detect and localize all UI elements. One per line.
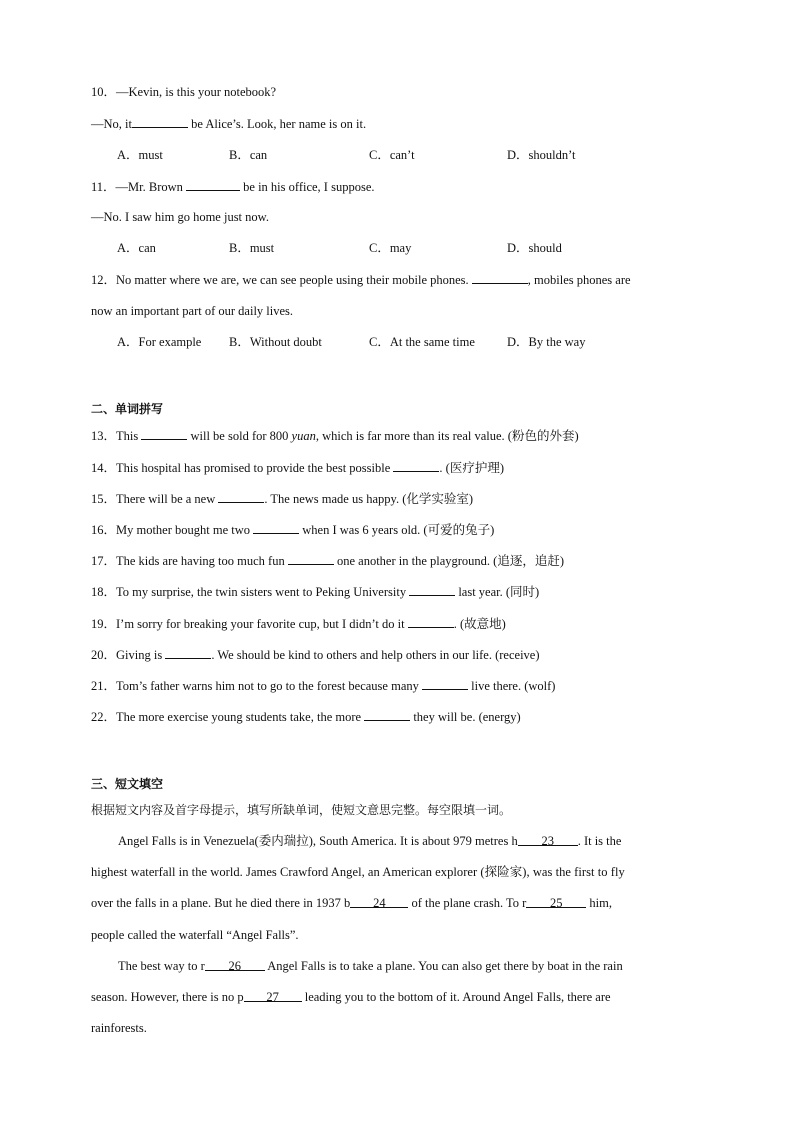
q19-text-pre: 19．I’m sorry for breaking your favorite cup, but I didn’t do it	[91, 617, 408, 631]
section3-title: 三、短文填空	[91, 777, 164, 791]
q20-text-pre: 20．Giving is	[91, 648, 166, 662]
q12-option-c[interactable]: C．At the same time	[369, 335, 475, 349]
q11-option-a[interactable]: A．can	[117, 241, 156, 255]
q10-reply-text-b: be Alice’s. Look, her name is on it.	[187, 117, 367, 131]
q12-option-a[interactable]: A．For example	[117, 335, 202, 349]
q12-stem-text-a: 12．No matter where we are, we can see people using their mobile phones.	[91, 273, 472, 287]
q17-blank	[288, 552, 334, 565]
blank-25-number: 25	[550, 896, 563, 910]
passage-p1-line4: people called the waterfall “Angel Falls”.	[91, 928, 299, 942]
q20-blank	[165, 646, 211, 659]
blank-27	[244, 989, 302, 1002]
q10-option-b[interactable]: B．can	[229, 148, 268, 162]
passage-p2-line3: rainforests.	[91, 1021, 147, 1035]
q18	[91, 583, 539, 600]
q11-stem-text-a: 11．—Mr. Brown	[91, 180, 187, 194]
q18-text-pre: 18．To my surprise, the twin sisters went to Peking University	[91, 585, 410, 599]
p1-l1-text-b: . It is the	[577, 834, 622, 848]
q15-text-pre: 15．There will be a new	[91, 492, 219, 506]
q22	[91, 708, 521, 725]
q11-reply: —No. I saw him go home just now.	[91, 210, 269, 224]
p2-l2-text-b: leading you to the bottom of it. Around Angel Falls, there are	[301, 990, 611, 1004]
blank-24	[350, 895, 408, 908]
q21	[91, 677, 555, 694]
q11-option-b[interactable]: B．must	[229, 241, 275, 255]
q19-blank	[408, 615, 454, 628]
q11-stem	[91, 178, 375, 195]
passage-p1-line2: highest waterfall in the world. James Crawford Angel, an American explorer (探险家), was the first to fly	[91, 865, 625, 879]
blank-26-number: 26	[228, 959, 242, 973]
q12-option-d[interactable]: D．By the way	[507, 335, 586, 349]
q10-reply	[91, 115, 366, 132]
q10-option-d[interactable]: D．shouldn’t	[507, 148, 576, 162]
q22-text-pre: 22．The more exercise young students take, the more	[91, 710, 365, 724]
q12-stem-line2: now an important part of our daily lives.	[91, 304, 294, 318]
q16-text-post: when I was 6 years old. (可爱的兔子)	[299, 523, 495, 537]
passage-p1-line1	[118, 833, 621, 849]
q13-blank	[141, 427, 187, 440]
q16	[91, 521, 494, 538]
p2-l2-text-a: season. However, there is no p	[91, 990, 244, 1004]
q13	[91, 427, 579, 444]
q13-text-tail: , which is far more than its real value. (粉色的外套)	[315, 429, 579, 443]
p2-l1-text-b: Angel Falls is to take a plane. You can also get there by boat in the rain	[264, 959, 623, 973]
q20	[91, 646, 540, 663]
q11-option-d[interactable]: D．should	[507, 241, 562, 255]
section2-title: 二、单词拼写	[91, 402, 164, 416]
q22-text-post: they will be. (energy)	[410, 710, 521, 724]
q12-stem-text-b: , mobiles phones are	[527, 273, 631, 287]
section3-instruction: 根据短文内容及首字母提示，填写所缺单词，使短文意思完整。每空限填一词。	[91, 803, 512, 817]
q11-option-c[interactable]: C．may	[369, 241, 412, 255]
q15-text-post: . The news made us happy. (化学实验室)	[264, 492, 474, 506]
blank-27-number: 27	[266, 990, 279, 1004]
q14-blank	[393, 459, 439, 472]
q16-blank	[253, 521, 299, 534]
q21-text-post: live there. (wolf)	[468, 679, 556, 693]
q20-text-post: . We should be kind to others and help others in our life. (receive)	[211, 648, 540, 662]
blank-24-number: 24	[373, 896, 386, 910]
q10-option-a[interactable]: A．must	[117, 148, 163, 162]
blank-25	[526, 895, 586, 908]
q19-text-post: . (故意地)	[453, 617, 506, 631]
blank-26	[205, 958, 265, 971]
blank-23-number: 23	[541, 834, 554, 848]
q17-text-post: one another in the playground. (追逐，追赶)	[333, 554, 565, 568]
q21-blank	[422, 677, 468, 690]
q13-text-italic: yuan	[291, 429, 316, 443]
q18-text-post: last year. (同时)	[455, 585, 540, 599]
q19	[91, 615, 506, 632]
q12-option-b[interactable]: B．Without doubt	[229, 335, 322, 349]
q14-text-post: . (医疗护理)	[439, 461, 504, 475]
q14	[91, 459, 504, 476]
q18-blank	[409, 583, 455, 596]
blank-23	[518, 833, 578, 846]
q17-text-pre: 17．The kids are having too much fun	[91, 554, 288, 568]
q12-blank	[472, 271, 528, 284]
q13-text-post: will be sold for 800	[187, 429, 292, 443]
p1-l3-text-b: of the plane crash. To r	[408, 896, 527, 910]
q21-text-pre: 21．Tom’s father warns him not to go to the forest because many	[91, 679, 422, 693]
q15	[91, 490, 473, 507]
q16-text-pre: 16．My mother bought me two	[91, 523, 254, 537]
q17	[91, 552, 564, 569]
passage-p2-line1	[118, 958, 623, 974]
q12-stem	[91, 271, 631, 288]
p1-l3-text-c: him,	[586, 896, 612, 910]
q15-blank	[218, 490, 264, 503]
q10-option-c[interactable]: C．can’t	[369, 148, 415, 162]
p2-l1-text-a: The best way to r	[118, 959, 205, 973]
passage-p1-line3	[91, 895, 612, 911]
q10-blank	[132, 115, 188, 128]
passage-p2-line2	[91, 989, 611, 1005]
p1-l3-text-a: over the falls in a plane. But he died there in 1937 b	[91, 896, 351, 910]
q11-stem-text-b: be in his office, I suppose.	[240, 180, 375, 194]
q14-text-pre: 14．This hospital has promised to provide the best possible	[91, 461, 394, 475]
q13-text-pre: 13．This	[91, 429, 142, 443]
q10-stem: 10．—Kevin, is this your notebook?	[91, 85, 277, 99]
q10-reply-text-a: —No, it	[91, 117, 132, 131]
q11-blank	[186, 178, 240, 191]
p1-l1-text-a: Angel Falls is in Venezuela(委内瑞拉), South America. It is about 979 metres h	[118, 834, 518, 848]
q22-blank	[364, 708, 410, 721]
